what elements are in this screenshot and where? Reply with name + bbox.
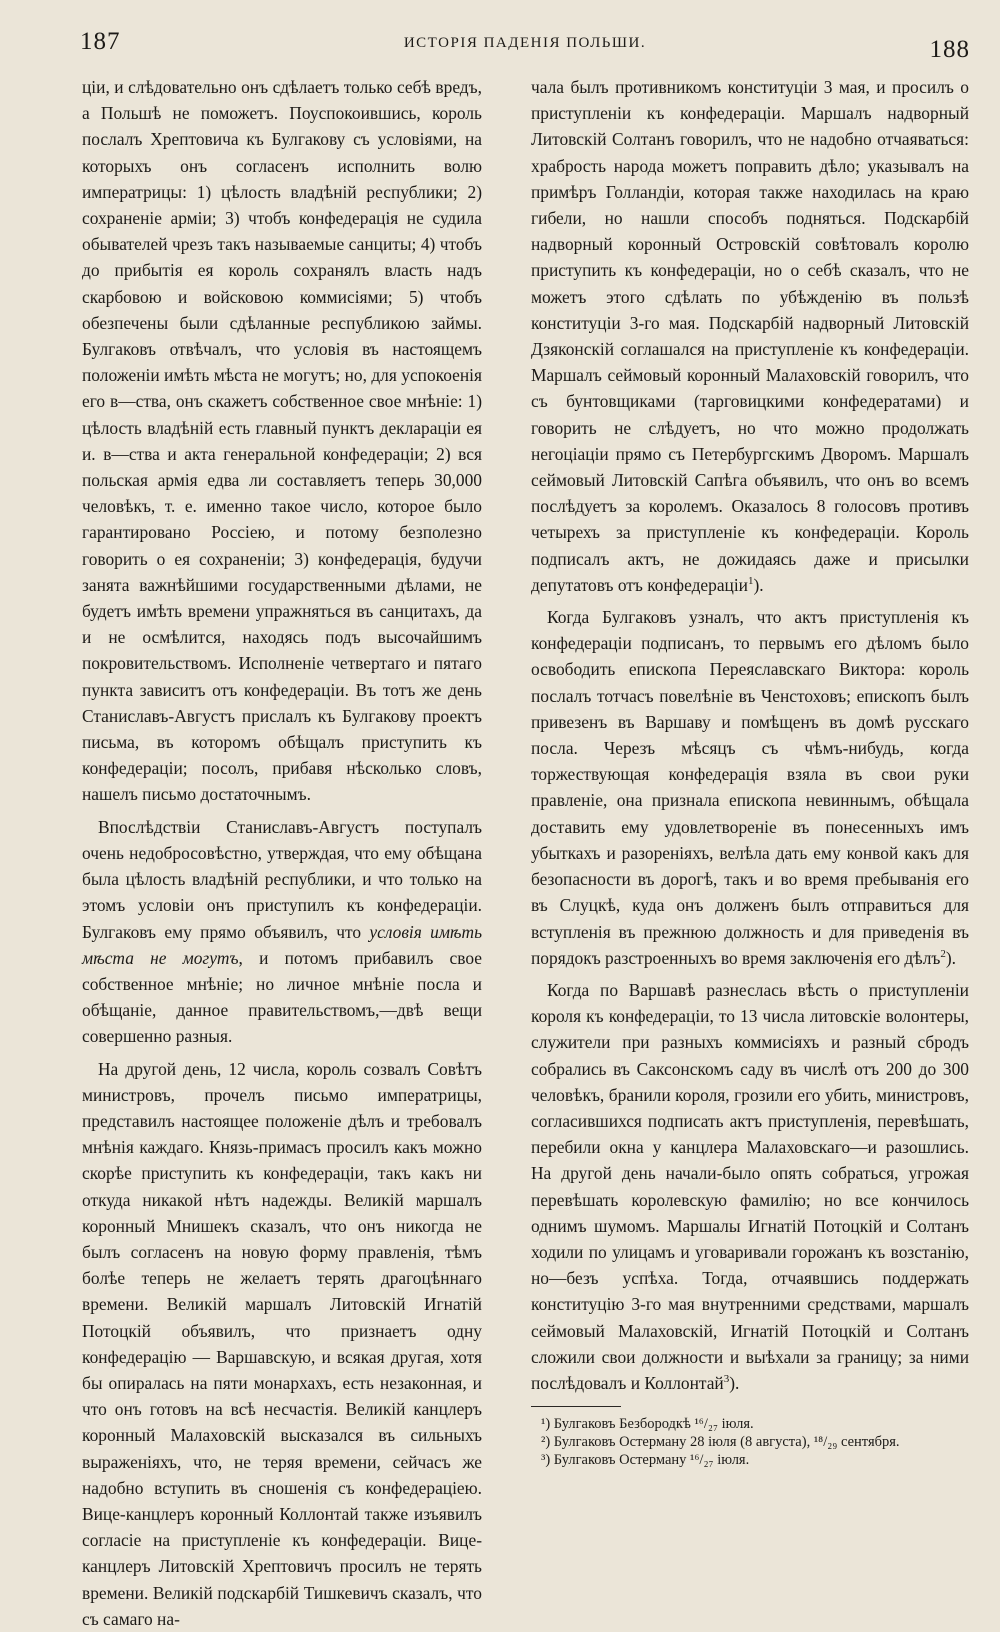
paragraph-text: Впослѣдствіи Станиславъ-Августъ поступалъ очень недобросовѣстно, утверждая, что ему обѣщана была цѣлость владѣній республики, и что только на этомъ условіи онъ приступилъ къ конфедераціи. Булгаковъ ему прямо объявилъ, что — [82, 816, 482, 942]
paragraph-text: ). — [729, 1372, 740, 1393]
paragraph: ціи, и слѣдовательно онъ сдѣлаетъ только себѣ вредъ, а Польшѣ не поможетъ. Поуспокоившись, король послалъ Хрептовича къ Булгакову съ условіями, на которыхъ онъ согласенъ исполнить волю императрицы: 1) цѣлость владѣній республики; 2) сохраненіе арміи; 3) чтобъ конфедерація не судила обывателей чрезъ такъ называемые санциты; 4) чтобъ до прибытія ея король сохранялъ власть надъ скарбовою и войсковою коммисіями; 5) чтобъ обезпечены были сдѣланные республикою займы. Булгаковъ отвѣчалъ, что условія въ настоящемъ положеніи имѣть мѣста не могутъ; но, для успокоенія его в—ства, онъ скажетъ собственное свое мнѣніе: 1) цѣлость владѣній есть главный пунктъ деклараціи ея и. в—ства и акта генеральной конфедераціи; 2) вся польская армія едва ли составляетъ теперь 30,000 человѣкъ, т. е. именно такое число, которое было гарантировано Россіею, и потому безполезно говорить о ея сохраненіи; 3) конфедерація, будучи занята важнѣйшими государственными дѣлами, не будетъ имѣть времени упражняться въ санцитахъ, да и не осмѣлится, находясь подъ высочайшимъ покровительствомъ. Исполненіе четвертаго и пятаго пункта зависитъ отъ конфедераціи. Въ тотъ же день Станиславъ-Августъ прислалъ къ Булгакову проектъ письма, въ которомъ обѣщалъ приступить къ конфедераціи; посолъ, прибавя нѣсколько словъ, нашелъ письмо достаточнымъ. — [82, 77, 482, 805]
footnote-marker: 2 — [940, 947, 946, 960]
paragraph — [531, 74, 969, 598]
footnotes — [531, 1415, 969, 1469]
right-column — [531, 74, 969, 1469]
paragraph-text: ). — [753, 574, 764, 595]
page-header — [80, 22, 970, 62]
page-number-left: 187 — [80, 28, 121, 55]
footnote: ¹) Булгаковъ Безбородкѣ ¹⁶/₂₇ іюля. — [541, 1416, 754, 1433]
paragraph — [531, 977, 969, 1396]
paragraph — [531, 604, 969, 971]
paragraph — [82, 814, 482, 1050]
footnote: ²) Булгаковъ Остерману 28 іюля (8 августа), ¹⁸/₂₉ сентября. — [541, 1434, 900, 1451]
page-number-right: 188 — [929, 36, 970, 63]
paragraph-text: ). — [945, 947, 957, 968]
footnote-marker: 1 — [748, 575, 754, 588]
footnote-divider — [531, 1406, 621, 1407]
paragraph: На другой день, 12 числа, король созвалъ Совѣтъ министровъ, прочелъ письмо императрицы, представилъ настоящее положеніе дѣлъ и требовалъ мнѣнія каждаго. Князь-примасъ просилъ какъ можно скорѣе приступить къ конфедераціи, такъ какъ ни откуда никакой нѣтъ надежды. Великій маршалъ коронный Мнишекъ сказалъ, что онъ никогда не былъ согласенъ на новую форму правленія, тѣмъ болѣе теперь не желаетъ терять драгоцѣннаго времени. Великій маршалъ Литовскій Игнатій Потоцкій объявилъ, что признаетъ одну конфедерацію — Варшавскую, и всякая другая, хотя бы опиралась на пяти монархахъ, есть незаконная, и что онъ готовъ на всѣ несчастія. Великій канцлеръ коронный Малаховскій высказался въ сильныхъ выраженіяхъ, что, не теряя времени, сейчасъ же надобно вступить въ сношенія съ конфедераціею. Вице-канцлеръ коронный Коллонтай также изъявилъ согласіе на приступленіе къ конфедераціи. Вице-канцлеръ Литовскій Хрептовичъ просилъ не терять времени. Великій подскарбій Тишкевичъ сказалъ, что съ самаго на- — [82, 1058, 482, 1629]
italic-quote: условія имѣть мѣста не могутъ — [82, 921, 483, 968]
footnote: ³) Булгаковъ Остерману ¹⁶/₂₇ іюля. — [541, 1452, 750, 1469]
paragraph-text: Когда по Варшавѣ разнеслась вѣсть о приступленіи короля къ конфедераціи, то 13 числа литовскіе волонтеры, служители при разныхъ коммисіяхъ и разный сбродъ собрались въ Саксонскомъ саду въ числѣ отъ 200 до 300 человѣкъ, бранили короля, грозили его убить, министровъ, согласившихся подписать актъ приступленія, перевѣшать, перебили окна у канцлера Малаховскаго—и разошлись. На другой день начали-было опять собраться, угрожая перевѣшать королевскую фамилію; но все кончилось однимъ шумомъ. Маршалы Игнатій Потоцкій и Солтанъ ходили по улицамъ и уговаривали горожанъ къ возстанію, но—безъ успѣха. Тогда, отчаявшись поддержать конституцію 3-го мая внутренними средствами, маршалъ сеймовый Малаховскій, Игнатій Потоцкій и Солтанъ сложили свои должности и выѣхали за границу; за ними послѣдовалъ и Коллонтай — [531, 979, 969, 1393]
running-title: ИСТОРІЯ ПАДЕНІЯ ПОЛЬШИ. — [403, 35, 647, 51]
paragraph-text: Когда Булгаковъ узналъ, что актъ приступленія къ конфедераціи подписанъ, то первымъ его дѣломъ было освободить епископа Переяславскаго Виктора: король послалъ тотчасъ повелѣніе въ Ченстоховъ; епископъ былъ привезенъ въ Варшаву и помѣщенъ въ домѣ русскаго посла. Черезъ мѣсяцъ съ чѣмъ-нибудь, когда торжествующая конфедерація взяла въ свои руки правленіе, она признала епископа невиннымъ, обѣщала доставить ему удовлетвореніе въ понесенныхъ имъ убыткахъ и разореніяхъ, велѣла дать ему конвой какъ для безопасности въ дорогѣ, такъ и во время пребыванія его въ Слуцкѣ, куда онъ долженъ былъ отправиться для вступленія въ прежнюю должность и для приведенія въ порядокъ разстроенныхъ во время заключенія его дѣлъ — [531, 607, 969, 968]
paragraph-text: , и потомъ прибавилъ свое собственное мнѣніе; но личное мнѣніе посла и обѣщаніе, данное правительствомъ,—двѣ вещи совершенно разныя. — [82, 947, 482, 1047]
paragraph-text: чала былъ противникомъ конституціи 3 мая, и просилъ о приступленіи къ конфедераціи. Маршалъ надворный Литовскій Солтанъ говорилъ, что не надобно отчаяваться: храбрость народа можетъ поправить дѣло; указывалъ на примѣръ Голландіи, которая также находилась на краю гибели, но нашли способъ подняться. Подскарбій надворный коронный Островскій совѣтовалъ королю приступить къ конфедераціи, но о себѣ сказалъ, что не можетъ этого сдѣлать по убѣжденію въ пользѣ конституціи 3-го мая. Подскарбій надворный Литовскій Дзяконскій соглашался на приступленіе къ конфедераціи. Маршалъ сеймовый коронный Малаховскій говорилъ, что съ бунтовщиками (тарговицкими конфедератами) и говорить не слѣдуетъ, но что можно продолжать негоціаціи прямо съ Петербургскимъ Дворомъ. Маршалъ сеймовый Литовскій Сапѣга объявилъ, что онъ во всемъ послѣдуетъ за королемъ. Оказалось 8 голосовъ противъ четырехъ за приступленіе къ конфедераціи. Король подписалъ актъ, не дожидаясь даже и присылки депутатовъ отъ конфедераціи — [531, 77, 969, 595]
footnote-marker: 3 — [723, 1373, 730, 1386]
left-column — [82, 74, 482, 1632]
